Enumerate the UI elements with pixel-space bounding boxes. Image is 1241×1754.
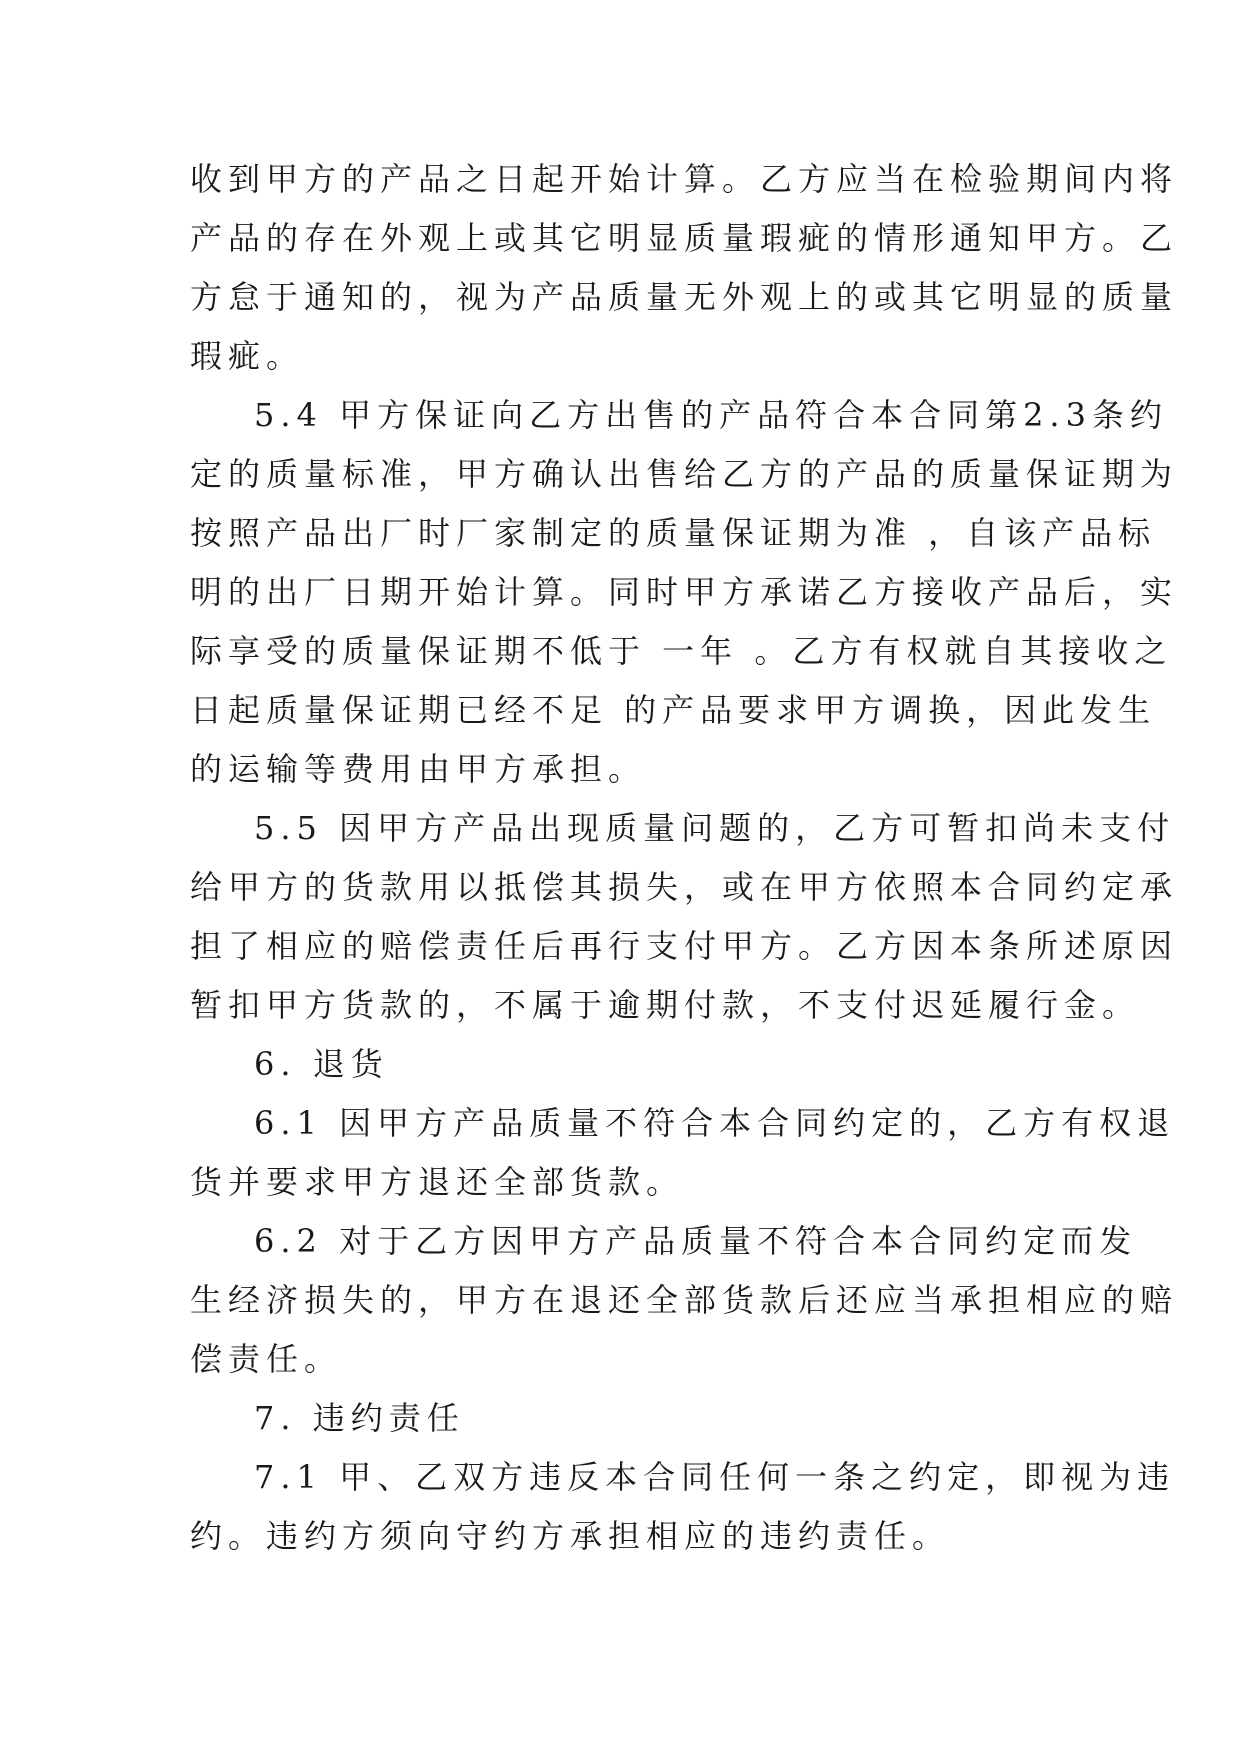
- clause-7-1-line: 7.1 甲、乙双方违反本合同任何一条之约定，即视为违: [254, 1458, 1176, 1496]
- text-line: 约。违约方须向守约方承担相应的违约责任。: [190, 1517, 951, 1555]
- text-line: 给甲方的货款用以抵偿其损失，或在甲方依照本合同约定承: [190, 868, 1179, 906]
- text-line: 际享受的质量保证期不低于 一年 。乙方有权就自其接收之: [190, 632, 1173, 670]
- text-line: 偿责任。: [190, 1340, 343, 1378]
- text-line: 收到甲方的产品之日起开始计算。乙方应当在检验期间内将: [190, 160, 1179, 198]
- document-body: [190, 150, 1179, 1566]
- text-line: 的运输等费用由甲方承担。: [190, 750, 647, 788]
- clause-5-5-line: 5.5 因甲方产品出现质量问题的，乙方可暂扣尚未支付: [254, 809, 1176, 847]
- text-line: 瑕疵。: [190, 337, 305, 375]
- text-line: 暂扣甲方货款的，不属于逾期付款，不支付迟延履行金。: [190, 986, 1141, 1024]
- clause-5-4-line: 5.4 甲方保证向乙方出售的产品符合本合同第2.3条约: [254, 396, 1168, 434]
- text-line: 明的出厂日期开始计算。同时甲方承诺乙方接收产品后，实: [190, 573, 1179, 611]
- section-heading-returns: 6. 退货: [254, 1045, 389, 1083]
- text-line: 产品的存在外观上或其它明显质量瑕疵的情形通知甲方。乙: [190, 219, 1179, 257]
- clause-6-2-line: 6.2 对于乙方因甲方产品质量不符合本合同约定而发: [254, 1222, 1138, 1260]
- clause-6-1-line: 6.1 因甲方产品质量不符合本合同约定的，乙方有权退: [254, 1104, 1176, 1142]
- text-line: 日起质量保证期已经不足 的产品要求甲方调换，因此发生: [190, 691, 1157, 729]
- text-line: 定的质量标准，甲方确认出售给乙方的产品的质量保证期为: [190, 455, 1179, 493]
- section-heading-breach: 7. 违约责任: [254, 1399, 465, 1437]
- text-line: 方怠于通知的，视为产品质量无外观上的或其它明显的质量: [190, 278, 1179, 316]
- text-line: 生经济损失的，甲方在退还全部货款后还应当承担相应的赔: [190, 1281, 1179, 1319]
- text-line: 按照产品出厂时厂家制定的质量保证期为准 ，自该产品标: [190, 514, 1157, 552]
- text-line: 担了相应的赔偿责任后再行支付甲方。乙方因本条所述原因: [190, 927, 1179, 965]
- text-line: 货并要求甲方退还全部货款。: [190, 1163, 685, 1201]
